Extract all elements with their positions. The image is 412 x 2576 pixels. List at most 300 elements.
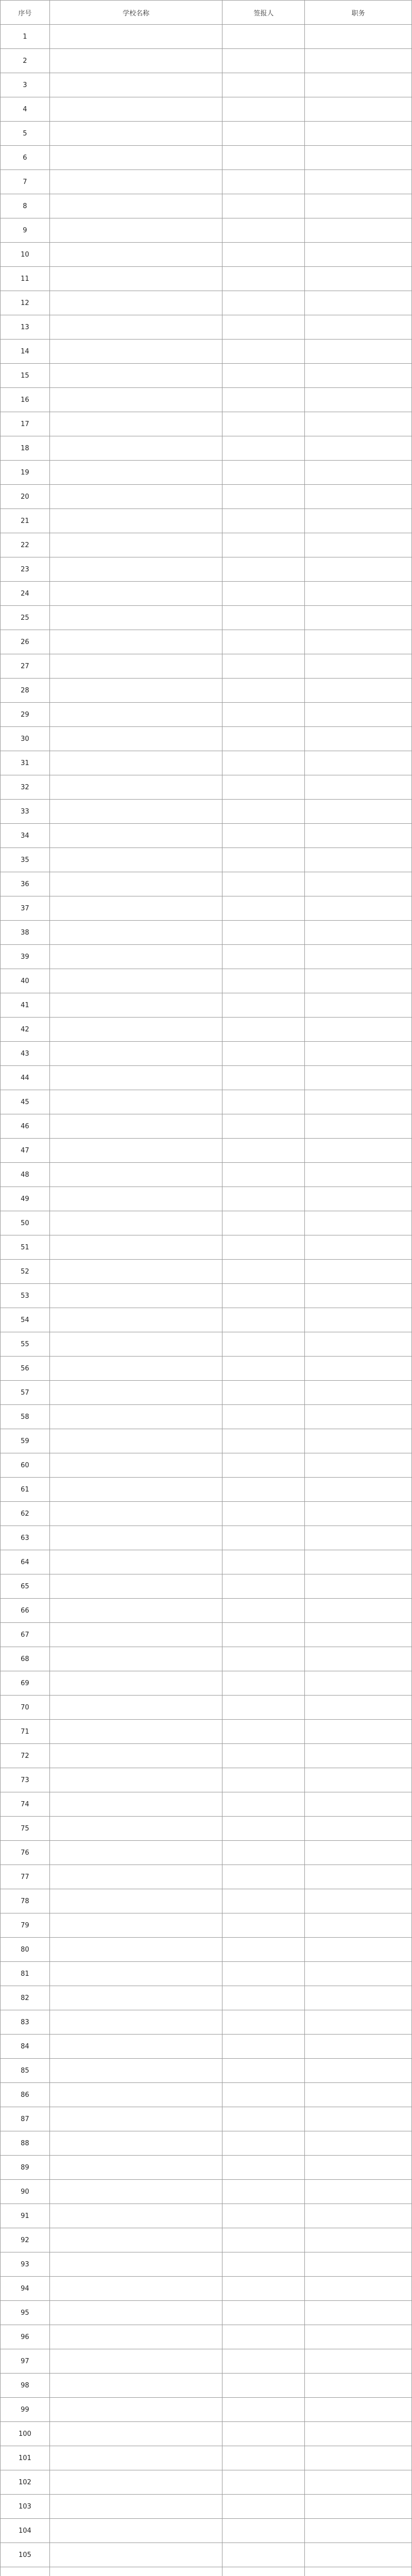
cell-index: 69 [1, 1671, 50, 1696]
table-row [1, 1357, 412, 1381]
cell-position [305, 1599, 412, 1623]
table-row [1, 1792, 412, 1817]
cell-position [305, 1792, 412, 1817]
cell-school-name [49, 751, 222, 775]
cell-school-name [49, 1163, 222, 1187]
cell-index: 42 [1, 1018, 50, 1042]
table-row [1, 1526, 412, 1550]
cell-index: 102 [1, 2470, 50, 2495]
cell-index: 44 [1, 1066, 50, 1090]
cell-signer [222, 1962, 305, 1986]
table-row [1, 1817, 412, 1841]
cell-position [305, 315, 412, 340]
table-row [1, 1962, 412, 1986]
cell-position [305, 1502, 412, 1526]
cell-position [305, 49, 412, 73]
cell-signer [222, 1042, 305, 1066]
cell-school-name [49, 582, 222, 606]
table-row [1, 2180, 412, 2204]
cell-index: 80 [1, 1938, 50, 1962]
cell-signer [222, 1405, 305, 1429]
cell-signer [222, 340, 305, 364]
table-row [1, 1284, 412, 1308]
cell-index: 6 [1, 146, 50, 170]
cell-school-name [49, 2180, 222, 2204]
table-row [1, 2228, 412, 2252]
cell-position [305, 2470, 412, 2495]
cell-school-name [49, 1526, 222, 1550]
cell-index: 58 [1, 1405, 50, 1429]
cell-signer [222, 25, 305, 49]
cell-signer [222, 243, 305, 267]
header-index: 序号 [1, 1, 50, 25]
cell-school-name [49, 1018, 222, 1042]
table-row [1, 2083, 412, 2107]
cell-school-name [49, 25, 222, 49]
cell-signer [222, 2156, 305, 2180]
cell-position [305, 2277, 412, 2301]
cell-index: 10 [1, 243, 50, 267]
table-row [1, 1260, 412, 1284]
table-row [1, 582, 412, 606]
table-header-row [1, 1, 412, 25]
table-row [1, 146, 412, 170]
cell-school-name [49, 218, 222, 243]
cell-signer [222, 1163, 305, 1187]
table-row [1, 485, 412, 509]
cell-position [305, 533, 412, 557]
header-school-name: 学校名称 [49, 1, 222, 25]
cell-position [305, 1405, 412, 1429]
table-body [1, 25, 412, 2576]
cell-school-name [49, 364, 222, 388]
cell-position [305, 679, 412, 703]
cell-signer [222, 1744, 305, 1768]
table-row [1, 1647, 412, 1671]
cell-position [305, 436, 412, 461]
cell-school-name [49, 2519, 222, 2543]
cell-index: 28 [1, 679, 50, 703]
cell-index: 12 [1, 291, 50, 315]
cell-position [305, 2567, 412, 2576]
cell-index: 19 [1, 461, 50, 485]
cell-signer [222, 1574, 305, 1599]
cell-school-name [49, 1284, 222, 1308]
cell-signer [222, 1235, 305, 1260]
cell-position [305, 2059, 412, 2083]
cell-school-name [49, 122, 222, 146]
cell-position [305, 1889, 412, 1913]
cell-index: 63 [1, 1526, 50, 1550]
cell-signer [222, 727, 305, 751]
cell-school-name [49, 1647, 222, 1671]
table-row [1, 945, 412, 969]
cell-school-name [49, 800, 222, 824]
cell-signer [222, 1066, 305, 1090]
cell-signer [222, 2470, 305, 2495]
cell-signer [222, 1526, 305, 1550]
cell-index: 13 [1, 315, 50, 340]
cell-index: 38 [1, 921, 50, 945]
cell-position [305, 1913, 412, 1938]
header-position: 职务 [305, 1, 412, 25]
cell-signer [222, 122, 305, 146]
cell-school-name [49, 73, 222, 97]
cell-school-name [49, 679, 222, 703]
cell-position [305, 1332, 412, 1357]
cell-position [305, 412, 412, 436]
cell-school-name [49, 1429, 222, 1453]
cell-signer [222, 800, 305, 824]
cell-signer [222, 2180, 305, 2204]
table-row [1, 1139, 412, 1163]
cell-index: 11 [1, 267, 50, 291]
table-row [1, 436, 412, 461]
table-row [1, 2446, 412, 2470]
cell-signer [222, 436, 305, 461]
cell-school-name [49, 1889, 222, 1913]
cell-position [305, 2495, 412, 2519]
cell-school-name [49, 654, 222, 679]
cell-position [305, 1986, 412, 2010]
table-row [1, 2470, 412, 2495]
cell-signer [222, 2495, 305, 2519]
table-row [1, 2035, 412, 2059]
table-row [1, 1405, 412, 1429]
cell-signer [222, 2349, 305, 2374]
cell-index: 79 [1, 1913, 50, 1938]
cell-index: 51 [1, 1235, 50, 1260]
table-row [1, 1114, 412, 1139]
cell-position [305, 2398, 412, 2422]
cell-signer [222, 557, 305, 582]
cell-position [305, 1163, 412, 1187]
cell-position [305, 291, 412, 315]
cell-school-name [49, 2470, 222, 2495]
cell-position [305, 2107, 412, 2131]
cell-signer [222, 872, 305, 896]
table-row [1, 2107, 412, 2131]
cell-school-name [49, 1671, 222, 1696]
cell-position [305, 2010, 412, 2035]
cell-position [305, 122, 412, 146]
cell-school-name [49, 340, 222, 364]
cell-signer [222, 2131, 305, 2156]
cell-school-name [49, 1187, 222, 1211]
cell-index: 7 [1, 170, 50, 194]
cell-position [305, 1478, 412, 1502]
cell-index: 93 [1, 2252, 50, 2277]
cell-position [305, 1139, 412, 1163]
cell-index: 62 [1, 1502, 50, 1526]
cell-school-name [49, 1623, 222, 1647]
cell-school-name [49, 1332, 222, 1357]
cell-signer [222, 364, 305, 388]
cell-signer [222, 1623, 305, 1647]
cell-signer [222, 2325, 305, 2349]
cell-school-name [49, 1381, 222, 1405]
cell-position [305, 194, 412, 218]
cell-index: 54 [1, 1308, 50, 1332]
cell-school-name [49, 1235, 222, 1260]
cell-index: 68 [1, 1647, 50, 1671]
cell-signer [222, 2446, 305, 2470]
cell-position [305, 969, 412, 993]
cell-school-name [49, 2374, 222, 2398]
cell-position [305, 1720, 412, 1744]
cell-signer [222, 2107, 305, 2131]
cell-school-name [49, 2567, 222, 2576]
cell-index: 94 [1, 2277, 50, 2301]
cell-index: 39 [1, 945, 50, 969]
cell-signer [222, 1986, 305, 2010]
cell-signer [222, 1720, 305, 1744]
cell-signer [222, 170, 305, 194]
cell-school-name [49, 2543, 222, 2567]
cell-position [305, 2180, 412, 2204]
cell-signer [222, 2567, 305, 2576]
table-row [1, 896, 412, 921]
table-row [1, 291, 412, 315]
cell-signer [222, 412, 305, 436]
cell-signer [222, 751, 305, 775]
cell-position [305, 1235, 412, 1260]
cell-index: 70 [1, 1696, 50, 1720]
cell-school-name [49, 1114, 222, 1139]
cell-index: 61 [1, 1478, 50, 1502]
cell-school-name [49, 291, 222, 315]
cell-signer [222, 509, 305, 533]
cell-signer [222, 582, 305, 606]
table-row [1, 993, 412, 1018]
cell-position [305, 2422, 412, 2446]
cell-school-name [49, 461, 222, 485]
cell-school-name [49, 1308, 222, 1332]
cell-signer [222, 485, 305, 509]
cell-position [305, 654, 412, 679]
cell-school-name [49, 1962, 222, 1986]
cell-index: 89 [1, 2156, 50, 2180]
cell-signer [222, 2277, 305, 2301]
cell-school-name [49, 824, 222, 848]
cell-signer [222, 993, 305, 1018]
cell-signer [222, 218, 305, 243]
cell-index: 9 [1, 218, 50, 243]
cell-school-name [49, 1502, 222, 1526]
cell-signer [222, 1139, 305, 1163]
cell-index: 8 [1, 194, 50, 218]
table-row [1, 1720, 412, 1744]
table-row [1, 2422, 412, 2446]
cell-position [305, 848, 412, 872]
cell-school-name [49, 315, 222, 340]
cell-school-name [49, 1744, 222, 1768]
cell-index: 2 [1, 49, 50, 73]
table-row [1, 2325, 412, 2349]
cell-index: 49 [1, 1187, 50, 1211]
cell-signer [222, 1599, 305, 1623]
cell-position [305, 1211, 412, 1235]
cell-signer [222, 1696, 305, 1720]
cell-index: 37 [1, 896, 50, 921]
table-row [1, 557, 412, 582]
cell-signer [222, 1502, 305, 1526]
cell-position [305, 1841, 412, 1865]
cell-position [305, 993, 412, 1018]
cell-school-name [49, 243, 222, 267]
cell-school-name [49, 49, 222, 73]
table-row [1, 1163, 412, 1187]
table-row [1, 1429, 412, 1453]
table-row [1, 1574, 412, 1599]
cell-signer [222, 1865, 305, 1889]
cell-index: 96 [1, 2325, 50, 2349]
cell-index: 98 [1, 2374, 50, 2398]
cell-school-name [49, 509, 222, 533]
cell-school-name [49, 969, 222, 993]
cell-position [305, 2156, 412, 2180]
cell-signer [222, 1187, 305, 1211]
cell-index: 22 [1, 533, 50, 557]
cell-signer [222, 654, 305, 679]
table-row [1, 872, 412, 896]
cell-position [305, 1042, 412, 1066]
cell-school-name [49, 1357, 222, 1381]
table-row [1, 315, 412, 340]
table-row [1, 97, 412, 122]
cell-signer [222, 1308, 305, 1332]
cell-school-name [49, 993, 222, 1018]
cell-school-name [49, 1550, 222, 1574]
cell-position [305, 340, 412, 364]
cell-signer [222, 703, 305, 727]
cell-index: 20 [1, 485, 50, 509]
cell-index: 76 [1, 1841, 50, 1865]
cell-school-name [49, 1139, 222, 1163]
cell-position [305, 1066, 412, 1090]
cell-index: 92 [1, 2228, 50, 2252]
cell-signer [222, 2519, 305, 2543]
table-row [1, 2204, 412, 2228]
cell-signer [222, 2252, 305, 2277]
table-row [1, 412, 412, 436]
cell-position [305, 921, 412, 945]
cell-position [305, 1187, 412, 1211]
cell-signer [222, 1381, 305, 1405]
table-row [1, 1744, 412, 1768]
cell-index: 16 [1, 388, 50, 412]
cell-index: 33 [1, 800, 50, 824]
cell-signer [222, 49, 305, 73]
cell-position [305, 1696, 412, 1720]
cell-index: 52 [1, 1260, 50, 1284]
cell-school-name [49, 485, 222, 509]
cell-index: 59 [1, 1429, 50, 1453]
cell-school-name [49, 1913, 222, 1938]
cell-position [305, 170, 412, 194]
table-row [1, 1938, 412, 1962]
table-row [1, 824, 412, 848]
cell-position [305, 945, 412, 969]
table-row [1, 243, 412, 267]
cell-position [305, 146, 412, 170]
cell-signer [222, 315, 305, 340]
table-row [1, 2059, 412, 2083]
table-row [1, 848, 412, 872]
cell-school-name [49, 1042, 222, 1066]
cell-position [305, 872, 412, 896]
cell-index: 3 [1, 73, 50, 97]
cell-position [305, 1623, 412, 1647]
cell-school-name [49, 1453, 222, 1478]
table-row [1, 1066, 412, 1090]
table-row [1, 1332, 412, 1357]
cell-school-name [49, 1405, 222, 1429]
cell-signer [222, 1671, 305, 1696]
cell-position [305, 557, 412, 582]
cell-signer [222, 291, 305, 315]
cell-school-name [49, 2301, 222, 2325]
cell-index: 26 [1, 630, 50, 654]
cell-index: 17 [1, 412, 50, 436]
table-row [1, 727, 412, 751]
cell-index: 87 [1, 2107, 50, 2131]
cell-signer [222, 267, 305, 291]
cell-signer [222, 1550, 305, 1574]
table-row [1, 1211, 412, 1235]
cell-index: 99 [1, 2398, 50, 2422]
cell-school-name [49, 775, 222, 800]
table-row [1, 921, 412, 945]
cell-signer [222, 969, 305, 993]
cell-school-name [49, 436, 222, 461]
cell-index: 4 [1, 97, 50, 122]
cell-signer [222, 533, 305, 557]
cell-signer [222, 679, 305, 703]
table-row [1, 2567, 412, 2576]
table-row [1, 1841, 412, 1865]
cell-index: 75 [1, 1817, 50, 1841]
table-row [1, 194, 412, 218]
cell-signer [222, 1938, 305, 1962]
cell-signer [222, 824, 305, 848]
cell-school-name [49, 872, 222, 896]
cell-position [305, 2131, 412, 2156]
cell-signer [222, 1429, 305, 1453]
table-row [1, 1478, 412, 1502]
table-row [1, 170, 412, 194]
cell-school-name [49, 2204, 222, 2228]
cell-index: 1 [1, 25, 50, 49]
cell-index: 14 [1, 340, 50, 364]
cell-school-name [49, 727, 222, 751]
cell-school-name [49, 2107, 222, 2131]
cell-position [305, 2349, 412, 2374]
table-row [1, 2495, 412, 2519]
cell-index: 5 [1, 122, 50, 146]
table-row [1, 2277, 412, 2301]
cell-position [305, 775, 412, 800]
cell-signer [222, 2204, 305, 2228]
cell-signer [222, 1913, 305, 1938]
cell-position [305, 2543, 412, 2567]
table-row [1, 1187, 412, 1211]
cell-school-name [49, 2252, 222, 2277]
table-row [1, 800, 412, 824]
table-row [1, 1768, 412, 1792]
table-row [1, 2010, 412, 2035]
cell-index: 101 [1, 2446, 50, 2470]
